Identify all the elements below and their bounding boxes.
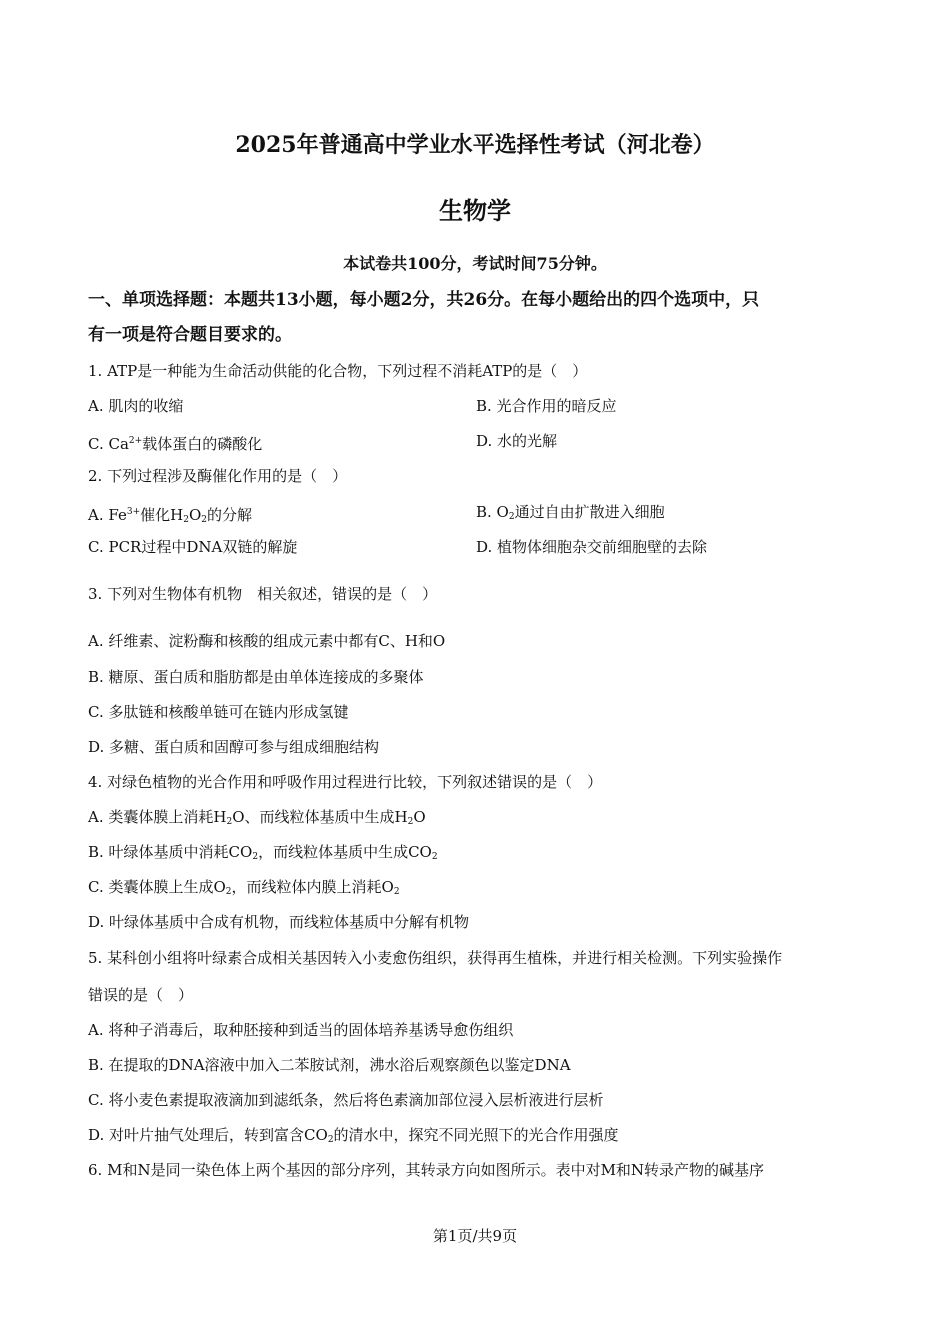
- q4-a-text1: A. 类囊体膜上消耗H: [88, 808, 227, 826]
- q2-option-b: [476, 502, 665, 527]
- q5-d-sub: 2: [327, 1135, 334, 1145]
- section-heading-line2: 有一项是符合题目要求的。: [88, 325, 292, 345]
- section-heading-line1: 一、单项选择题：本题共13小题，每小题2分，共26分。在每小题给出的四个选项中，只: [88, 290, 760, 310]
- q5-option-b: B. 在提取的DNA溶液中加入二苯胺试剂，沸水浴后观察颜色以鉴定DNA: [88, 1056, 571, 1074]
- subject-title: 生物学: [439, 196, 511, 225]
- q2-a-sub2: 2: [201, 515, 207, 525]
- q2-a-text4: 的分解: [207, 506, 253, 524]
- q2-b-text1: B. O: [476, 503, 509, 521]
- q3-option-c: C. 多肽链和核酸单链可在链内形成氢键: [88, 703, 349, 721]
- q4-b-text1: B. 叶绿体基质中消耗CO: [88, 843, 253, 861]
- exam-info: 本试卷共100分，考试时间75分钟。: [343, 254, 607, 273]
- q2-a-text2: 催化H: [140, 506, 184, 524]
- q1-c-sup: 2+: [128, 436, 143, 446]
- q6-stem: 6. M和N是同一染色体上两个基因的部分序列，其转录方向如图所示。表中对M和N转录产物的碱基序: [88, 1161, 765, 1179]
- q4-c-sub2: 2: [393, 887, 400, 897]
- q5-d-text1: D. 对叶片抽气处理后，转到富含CO: [88, 1126, 328, 1144]
- q1-option-a: A. 肌肉的收缩: [88, 397, 184, 415]
- q2-a-sub1: 2: [183, 515, 189, 525]
- q2-option-c: C. PCR过程中DNA双链的解旋: [88, 538, 298, 556]
- q4-a-text3: O: [413, 808, 426, 826]
- q4-c-sub1: 2: [225, 887, 232, 897]
- q5-stem-line1: 5. 某科创小组将叶绿素合成相关基因转入小麦愈伤组织，获得再生植株，并进行相关检测。下列实验操作: [88, 949, 783, 967]
- q3-stem: 3. 下列对生物体有机物 相关叙述，错误的是（ ）: [88, 585, 438, 603]
- q5-option-c: C. 将小麦色素提取液滴加到滤纸条，然后将色素滴加部位浸入层析液进行层析: [88, 1091, 604, 1109]
- q1-option-c: [88, 431, 262, 454]
- q5-d-text2: 的清水中，探究不同光照下的光合作用强度: [333, 1126, 619, 1144]
- q2-option-a: [88, 502, 252, 530]
- q1-option-b: B. 光合作用的暗反应: [476, 397, 617, 415]
- q4-option-b: [88, 842, 438, 867]
- q4-option-c: [88, 877, 400, 902]
- q4-b-text2: ，而线粒体基质中生成CO: [258, 843, 432, 861]
- q4-a-sub2: 2: [407, 817, 414, 827]
- q2-b-text2: 通过自由扩散进入细胞: [514, 503, 665, 521]
- q4-b-sub2: 2: [431, 852, 438, 862]
- q4-c-text2: ，而线粒体内膜上消耗O: [231, 878, 394, 896]
- q2-a-text1: A. Fe: [88, 506, 127, 524]
- q2-a-sup: 3+: [126, 507, 141, 517]
- exam-title: 2025年普通高中学业水平选择性考试（河北卷）: [235, 132, 715, 158]
- q4-option-a: [88, 807, 426, 832]
- q1-stem: 1. ATP是一种能为生命活动供能的化合物，下列过程不消耗ATP的是（ ）: [88, 362, 588, 380]
- q1-option-d: D. 水的光解: [476, 432, 558, 450]
- q4-a-text2: O、而线粒体基质中生成H: [232, 808, 408, 826]
- q3-option-a: A. 纤维素、淀粉酶和核酸的组成元素中都有C、H和O: [88, 632, 446, 650]
- q4-c-text1: C. 类囊体膜上生成O: [88, 878, 226, 896]
- q2-a-text3: O: [188, 506, 202, 524]
- q3-option-d: D. 多糖、蛋白质和固醇可参与组成细胞结构: [88, 738, 380, 756]
- q4-option-d: D. 叶绿体基质中合成有机物，而线粒体基质中分解有机物: [88, 913, 470, 931]
- q4-a-sub1: 2: [226, 817, 233, 827]
- q5-option-a: A. 将种子消毒后，取种胚接种到适当的固体培养基诱导愈伤组织: [88, 1021, 514, 1039]
- q3-option-b: B. 糖原、蛋白质和脂肪都是由单体连接成的多聚体: [88, 668, 424, 686]
- q5-option-d: [88, 1125, 619, 1150]
- q2-option-d: D. 植物体细胞杂交前细胞壁的去除: [476, 538, 708, 556]
- q1-c-text1: C. Ca: [88, 435, 129, 453]
- q1-c-text2: 载体蛋白的磷酸化: [142, 435, 263, 453]
- q2-b-sub: 2: [508, 512, 515, 522]
- q5-stem-line2: 错误的是（ ）: [88, 986, 194, 1004]
- q4-b-sub1: 2: [252, 852, 259, 862]
- q2-stem: 2. 下列过程涉及酶催化作用的是（ ）: [88, 467, 348, 485]
- q4-stem: 4. 对绿色植物的光合作用和呼吸作用过程进行比较，下列叙述错误的是（ ）: [88, 773, 603, 791]
- page-number: 第1页/共9页: [432, 1227, 518, 1245]
